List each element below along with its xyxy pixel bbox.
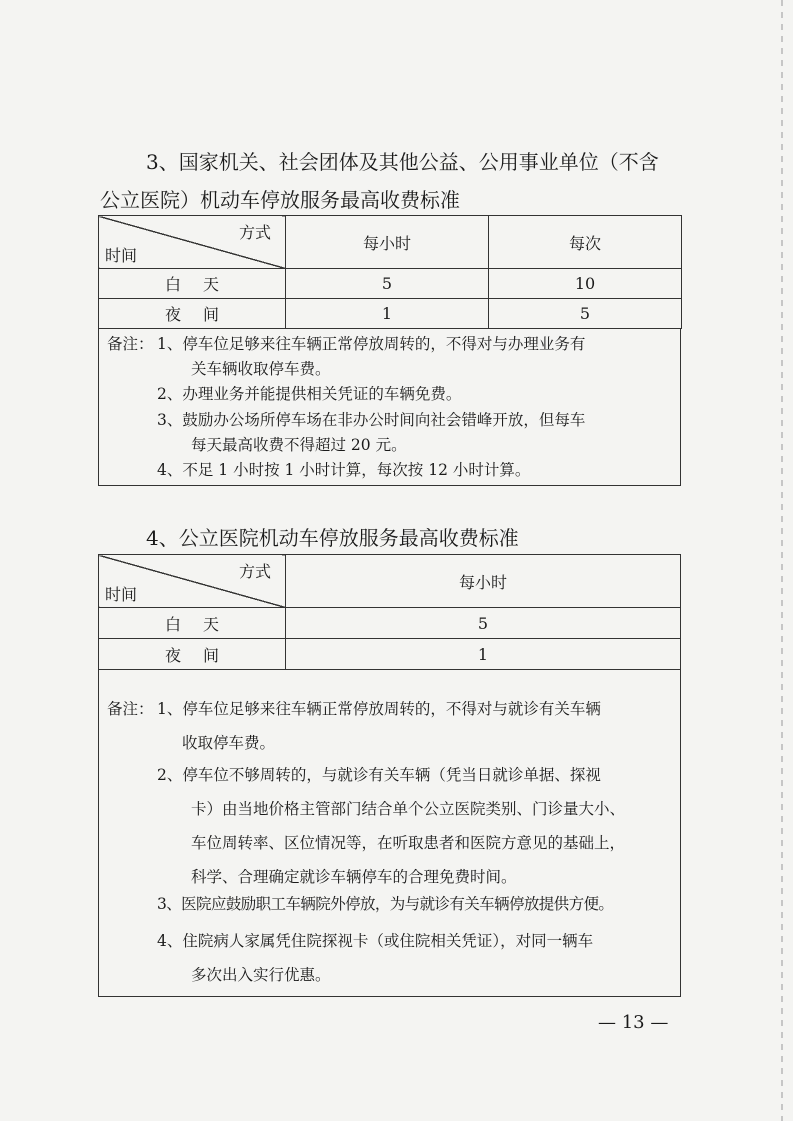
notes-label: 备注： bbox=[107, 700, 154, 718]
note-line: 1、停车位足够来往车辆正常停放周转的，不得对与办理业务有 bbox=[157, 335, 586, 353]
row-label: 白天 bbox=[99, 608, 286, 639]
note-line: 车位周转率、区位情况等，在听取患者和医院方意见的基础上， bbox=[191, 834, 626, 852]
note-line: 科学、合理确定就诊车辆停车的合理免费时间。 bbox=[191, 868, 517, 886]
note-line: 3、鼓励办公场所停车场在非办公时间向社会错峰开放，但每车 bbox=[157, 411, 586, 429]
note-line: 1、停车位足够来往车辆正常停放周转的，不得对与就诊有关车辆 bbox=[157, 700, 601, 718]
note-line: 收取停车费。 bbox=[182, 734, 276, 752]
note-line: 每天最高收费不得超过 20 元。 bbox=[191, 436, 407, 454]
list-item bbox=[157, 382, 687, 404]
header-method: 方式 bbox=[238, 562, 271, 581]
list-item bbox=[157, 763, 687, 887]
note-line: 多次出入实行优惠。 bbox=[191, 966, 331, 984]
section3-diagonal-header bbox=[99, 216, 286, 269]
cell-hour: 1 bbox=[286, 299, 489, 329]
cell-each: 10 bbox=[489, 269, 682, 299]
section4-fee-table bbox=[98, 554, 681, 670]
col-header-per-hour: 每小时 bbox=[286, 216, 489, 269]
row-label: 白天 bbox=[99, 269, 286, 299]
section3-fee-table bbox=[98, 215, 682, 329]
table-row bbox=[99, 639, 681, 670]
list-item bbox=[157, 458, 687, 480]
table-row bbox=[99, 299, 682, 329]
cell-each: 5 bbox=[489, 299, 682, 329]
table-row bbox=[99, 608, 681, 639]
note-line: 2、办理业务并能提供相关凭证的车辆免费。 bbox=[157, 385, 462, 403]
list-item bbox=[157, 332, 687, 379]
note-line: 4、不足 1 小时按 1 小时计算，每次按 12 小时计算。 bbox=[157, 461, 531, 479]
row-label: 夜间 bbox=[99, 299, 286, 329]
header-time: 时间 bbox=[105, 585, 138, 604]
header-method: 方式 bbox=[238, 223, 271, 242]
section4-notes-box bbox=[98, 669, 681, 997]
list-item bbox=[157, 929, 687, 985]
note-line: 关车辆收取停车费。 bbox=[191, 360, 331, 378]
section3-title-line2: 公立医院）机动车停放服务最高收费标准 bbox=[100, 188, 460, 212]
section3-notes-box bbox=[98, 328, 681, 486]
cell-hour: 5 bbox=[286, 269, 489, 299]
list-item bbox=[157, 892, 697, 914]
table-row bbox=[99, 269, 682, 299]
scan-edge bbox=[781, 0, 783, 1121]
note-line: 2、停车位不够周转的，与就诊有关车辆（凭当日就诊单据、探视 bbox=[157, 766, 601, 784]
section4-title: 4、公立医院机动车停放服务最高收费标准 bbox=[146, 526, 519, 550]
cell-hour: 1 bbox=[286, 639, 681, 670]
note-line: 3、医院应鼓励职工车辆院外停放，为与就诊有关车辆停放提供方便。 bbox=[157, 895, 614, 913]
header-time: 时间 bbox=[105, 246, 138, 265]
note-line: 4、住院病人家属凭住院探视卡（或住院相关凭证），对同一辆车 bbox=[157, 932, 594, 950]
list-item bbox=[157, 408, 687, 455]
col-header-per-time: 每次 bbox=[489, 216, 682, 269]
col-header-per-hour: 每小时 bbox=[286, 555, 681, 608]
section3-title-line1: 3、国家机关、社会团体及其他公益、公用事业单位（不含 bbox=[146, 150, 659, 174]
page-number: — 13 — bbox=[598, 1012, 669, 1033]
row-label: 夜间 bbox=[99, 639, 286, 670]
section4-diagonal-header bbox=[99, 555, 286, 608]
note-line: 卡）由当地价格主管部门结合单个公立医院类别、门诊量大小、 bbox=[191, 800, 626, 818]
cell-hour: 5 bbox=[286, 608, 681, 639]
list-item bbox=[157, 697, 687, 753]
notes-label: 备注： bbox=[107, 335, 154, 353]
